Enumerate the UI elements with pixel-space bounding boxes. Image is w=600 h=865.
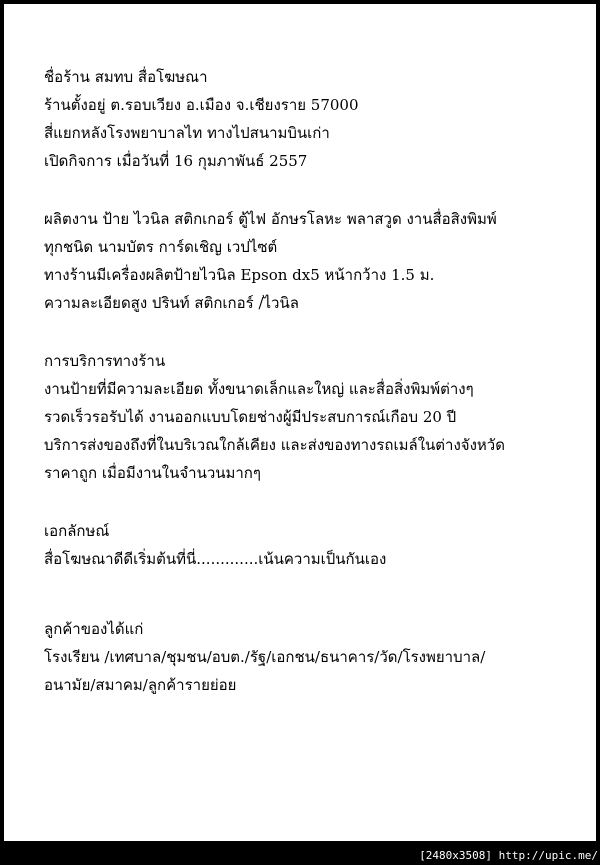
opening-date: เปิดกิจการ เมื่อวันที่ 16 กุมภาพันธ์ 2557 <box>44 152 308 170</box>
customers-line-2: อนามัย/สมาคม/ลูกค้ารายย่อย <box>44 676 237 694</box>
products-line-4: ความละเอียดสูง ปรินท์ สติกเกอร์ /ไวนิล <box>44 294 299 312</box>
shop-name: ชื่อร้าน สมทบ สื่อโฆษณา <box>44 68 208 86</box>
customers-line-1: โรงเรียน /เทศบาล/ชุมชน/อบต./รัฐ/เอกชน/ธนาคาร/วัด/โรงพยาบาล/ <box>44 648 486 666</box>
shop-directions: สี่แยกหลังโรงพยาบาลไท ทางไปสนามบินเก่า <box>44 124 330 142</box>
customers-heading: ลูกค้าของได้แก่ <box>44 620 144 638</box>
identity-heading: เอกลักษณ์ <box>44 522 110 540</box>
products-line-1: ผลิตงาน ป้าย ไวนิล สติกเกอร์ ตู้ไฟ อักษรโลหะ พลาสวูด งานสื่อสิงพิมพ์ <box>44 210 497 228</box>
services-line-1: งานป้ายที่มีความละเอียด ทั้งขนาดเล็กและใหญ่ และสื่อสิ่งพิมพ์ต่างๆ <box>44 380 474 398</box>
services-line-3: บริการส่งของถึงที่ในบริเวณใกล้เคียง และส่งของทางรถเมล์ในต่างจังหวัด <box>44 436 505 454</box>
products-line-3: ทางร้านมีเครื่องผลิตป้ายไวนิล Epson dx5 หน้ากว้าง 1.5 ม. <box>44 266 435 284</box>
services-line-4: ราคาถูก เมื่อมีงานในจำนวนมากๆ <box>44 464 261 482</box>
products-line-2: ทุกชนิด นามบัตร การ์ดเชิญ เวปไซต์ <box>44 238 278 256</box>
identity-line-1: สื่อโฆษณาดีดีเริ่มต้นที่นี่.............เน้นความเป็นกันเอง <box>44 550 387 568</box>
image-host-watermark: [2480x3508] http://upic.me/ <box>419 849 598 862</box>
services-heading: การบริการทางร้าน <box>44 352 166 370</box>
shop-location: ร้านตั้งอยู่ ต.รอบเวียง อ.เมือง จ.เชียงราย 57000 <box>44 96 359 114</box>
services-line-2: รวดเร็วรอรับได้ งานออกแบบโดยช่างผู้มีประสบการณ์เกือบ 20 ปี <box>44 408 457 426</box>
document-page <box>4 4 596 841</box>
